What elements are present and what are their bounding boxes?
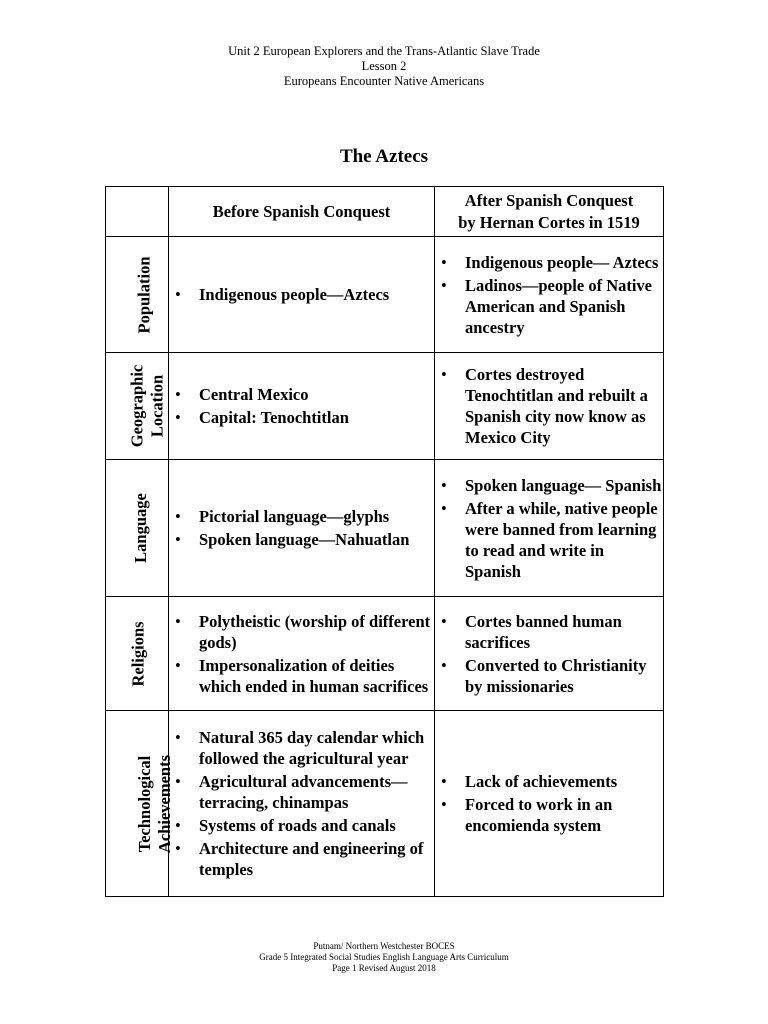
- document-footer: [0, 941, 768, 974]
- after-cell: [435, 237, 664, 353]
- list-item: • Polytheistic (worship of different gods): [199, 611, 434, 653]
- list-item: • Cortes banned human sacrifices: [465, 611, 663, 653]
- row-label-cell: [106, 597, 169, 711]
- list-item: • Central Mexico: [199, 384, 434, 405]
- lesson-number: Lesson 2: [361, 59, 407, 73]
- table-row: [106, 711, 664, 897]
- lesson-title: Europeans Encounter Native Americans: [283, 74, 485, 88]
- row-label-cell: [106, 711, 175, 897]
- list-item: • Forced to work in an encomienda system: [465, 794, 663, 836]
- row-label-cell: [106, 460, 169, 597]
- row-label-cell: [106, 237, 169, 353]
- unit-title: Unit 2 European Explorers and the Trans-Atlantic Slave Trade: [228, 44, 540, 58]
- row-label: Geographic Location: [127, 364, 167, 448]
- list-item: • Cortes destroyed Tenochtitlan and rebuilt a Spanish city now know as Mexico City: [465, 364, 663, 448]
- after-cell: [435, 460, 664, 597]
- list-item: • Spoken language—Nahuatlan: [199, 529, 434, 550]
- list-item: • Capital: Tenochtitlan: [199, 407, 434, 428]
- aztecs-table: [105, 186, 664, 897]
- corner-cell: [106, 187, 169, 237]
- list-item: • Systems of roads and canals: [199, 815, 434, 836]
- footer-page-info: Page 1 Revised August 2018: [332, 963, 436, 973]
- page-title: The Aztecs: [339, 146, 429, 167]
- table-row: [106, 353, 664, 460]
- list-item: • Spoken language— Spanish: [465, 475, 663, 496]
- row-label: Language: [130, 493, 150, 563]
- list-item: • Converted to Christianity by missionaries: [465, 655, 663, 697]
- list-item: • Indigenous people—Aztecs: [199, 284, 434, 305]
- row-label-cell: [106, 353, 169, 460]
- list-item: • Ladinos—people of Native American and Spanish ancestry: [465, 275, 663, 338]
- before-cell: [169, 711, 435, 897]
- row-label: Technological Achievements: [135, 754, 175, 853]
- table-row: [106, 460, 664, 597]
- column-header-before: Before Spanish Conquest: [169, 187, 435, 237]
- column-header-after: After Spanish Conquest by Hernan Cortes in 1519: [435, 187, 664, 237]
- row-label: Religions: [128, 620, 148, 687]
- row-label: Population: [134, 255, 154, 334]
- before-cell: [169, 237, 435, 353]
- after-cell: [435, 711, 664, 897]
- list-item: • Agricultural advancements— terracing, chinampas: [199, 771, 434, 813]
- after-cell: [435, 597, 664, 711]
- table-row: [106, 597, 664, 711]
- before-cell: [169, 353, 435, 460]
- list-item: • Impersonalization of deities which ended in human sacrifices: [199, 655, 434, 697]
- list-item: • After a while, native people were banned from learning to read and write in Spanish: [465, 498, 663, 582]
- list-item: • Lack of achievements: [465, 771, 663, 792]
- after-cell: [435, 353, 664, 460]
- table-row: [106, 237, 664, 353]
- footer-publisher: Putnam/ Northern Westchester BOCES: [313, 941, 455, 951]
- list-item: • Architecture and engineering of temples: [199, 838, 434, 880]
- before-cell: [169, 460, 435, 597]
- footer-curriculum: Grade 5 Integrated Social Studies English Language Arts Curriculum: [259, 952, 509, 962]
- list-item: • Indigenous people— Aztecs: [465, 252, 663, 273]
- list-item: • Natural 365 day calendar which followed the agricultural year: [199, 727, 434, 769]
- document-header: [0, 44, 768, 89]
- table-header-row: [106, 187, 664, 237]
- list-item: • Pictorial language—glyphs: [199, 506, 434, 527]
- before-cell: [169, 597, 435, 711]
